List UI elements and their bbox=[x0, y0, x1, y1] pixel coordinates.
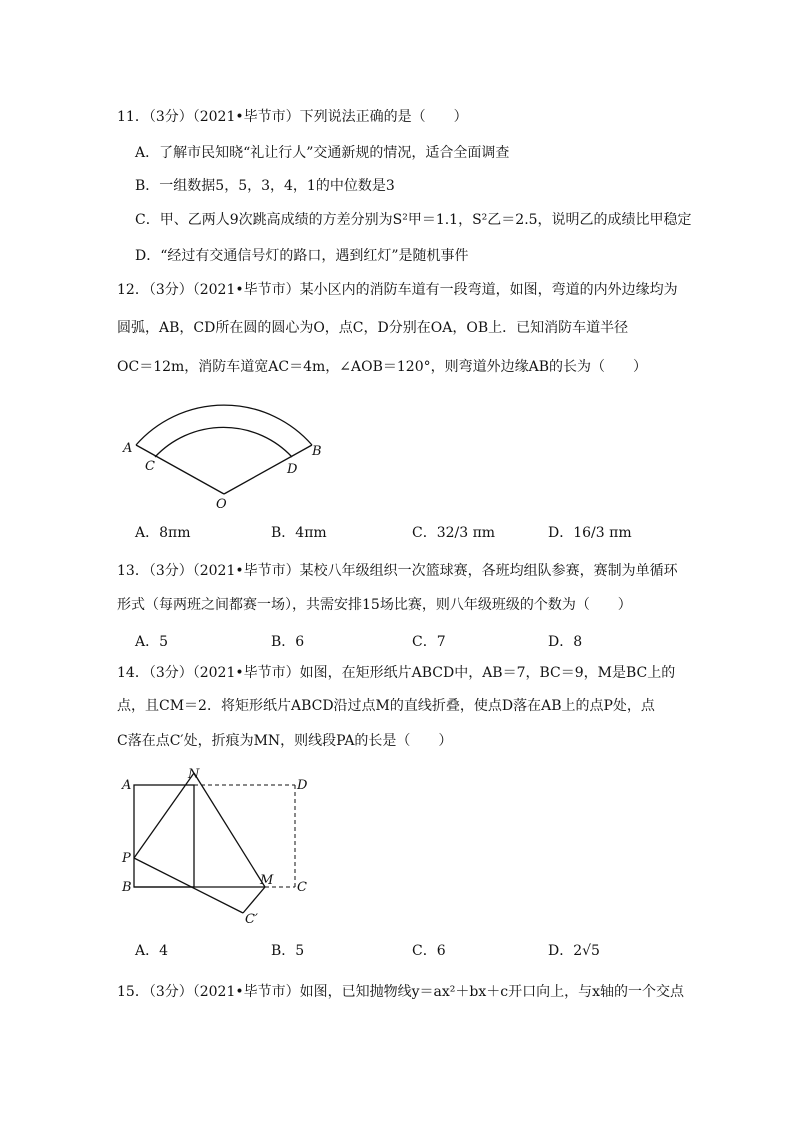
q12-label-o: O bbox=[216, 497, 227, 512]
q14-stem-line3: C落在点C′处，折痕为MN，则线段PA的长是（ ） bbox=[117, 733, 453, 749]
q12-label-c: C bbox=[145, 459, 155, 474]
q14-option-c: C．6 bbox=[412, 943, 446, 959]
q14-label-m: M bbox=[260, 873, 274, 888]
q12-label-b: B bbox=[312, 444, 322, 459]
q13-option-a: A．5 bbox=[135, 634, 169, 650]
q12-option-b: B．4πm bbox=[271, 525, 327, 541]
q11-option-b: B．一组数据5，5，3，4，1的中位数是3 bbox=[135, 178, 395, 194]
q14-label-p: P bbox=[122, 851, 131, 866]
q14-fold-mn bbox=[194, 773, 265, 887]
q14-rect-left-part bbox=[134, 785, 194, 887]
q13-stem-line2: 形式（每两班之间都赛一场），共需安排15场比赛，则八年级班级的个数为（ ） bbox=[117, 597, 632, 613]
q11-stem: 11．（3分）（2021•毕节市）下列说法正确的是（ ） bbox=[117, 109, 468, 125]
q12-inner-arc bbox=[155, 427, 292, 457]
q13-option-c: C．7 bbox=[412, 634, 446, 650]
q12-segment-bo bbox=[224, 445, 312, 494]
q12-option-d: D．16/3 πm bbox=[548, 525, 632, 541]
q14-stem-line2: 点，且CM＝2．将矩形纸片ABCD沿过点M的直线折叠，使点D落在AB上的点P处，点 bbox=[117, 698, 655, 714]
q14-segment-np bbox=[134, 773, 194, 858]
q14-label-a: A bbox=[122, 778, 132, 793]
q11-option-d: D．“经过有交通信号灯的路口，遇到红灯”是随机事件 bbox=[135, 248, 469, 264]
q12-option-c: C．32/3 πm bbox=[412, 525, 496, 541]
q11-option-a: A．了解市民知晓“礼让行人”交通新规的情况，适合全面调查 bbox=[135, 145, 510, 161]
q13-stem-line1: 13．（3分）（2021•毕节市）某校八年级组织一次篮球赛，各班均组队参赛，赛制为单循环 bbox=[117, 563, 678, 579]
q12-figure bbox=[115, 385, 335, 515]
q14-label-n: N bbox=[188, 767, 200, 782]
q13-option-d: D．8 bbox=[548, 634, 583, 650]
q13-option-b: B．6 bbox=[271, 634, 305, 650]
q11-option-c: C．甲、乙两人9次跳高成绩的方差分别为S²甲＝1.1，S²乙＝2.5，说明乙的成绩比甲稳定 bbox=[135, 212, 692, 228]
q12-option-a: A．8πm bbox=[135, 525, 191, 541]
q12-label-a: A bbox=[123, 441, 133, 456]
q14-label-c: C bbox=[297, 880, 307, 895]
q14-option-d: D．2√5 bbox=[548, 943, 600, 959]
q12-outer-arc bbox=[136, 405, 312, 445]
q12-stem-line2: 圆弧，AB，CD所在圆的圆心为O，点C，D分别在OA，OB上．已知消防车道半径 bbox=[117, 320, 629, 336]
q14-label-c-prime: C′ bbox=[245, 912, 258, 926]
q14-segment-c2m bbox=[243, 887, 265, 913]
q15-stem: 15．（3分）（2021•毕节市）如图，已知抛物线y＝ax²＋bx＋c开口向上，与x轴的一个交点 bbox=[117, 984, 684, 1000]
q14-figure bbox=[115, 766, 325, 926]
q14-option-b: B．5 bbox=[271, 943, 305, 959]
q14-label-b: B bbox=[122, 880, 132, 895]
q12-stem-line1: 12．（3分）（2021•毕节市）某小区内的消防车道有一段弯道，如图，弯道的内外边缘均为 bbox=[117, 282, 678, 298]
q14-stem-line1: 14．（3分）（2021•毕节市）如图，在矩形纸片ABCD中，AB＝7，BC＝9，M是BC上的 bbox=[117, 665, 676, 681]
q14-option-a: A．4 bbox=[135, 943, 169, 959]
q12-stem-line3: OC＝12m，消防车道宽AC＝4m，∠AOB＝120°，则弯道外边缘AB的长为（ ） bbox=[117, 359, 648, 375]
q12-label-d: D bbox=[287, 462, 298, 477]
q14-segment-pc2 bbox=[134, 858, 243, 913]
q14-label-d: D bbox=[297, 778, 308, 793]
